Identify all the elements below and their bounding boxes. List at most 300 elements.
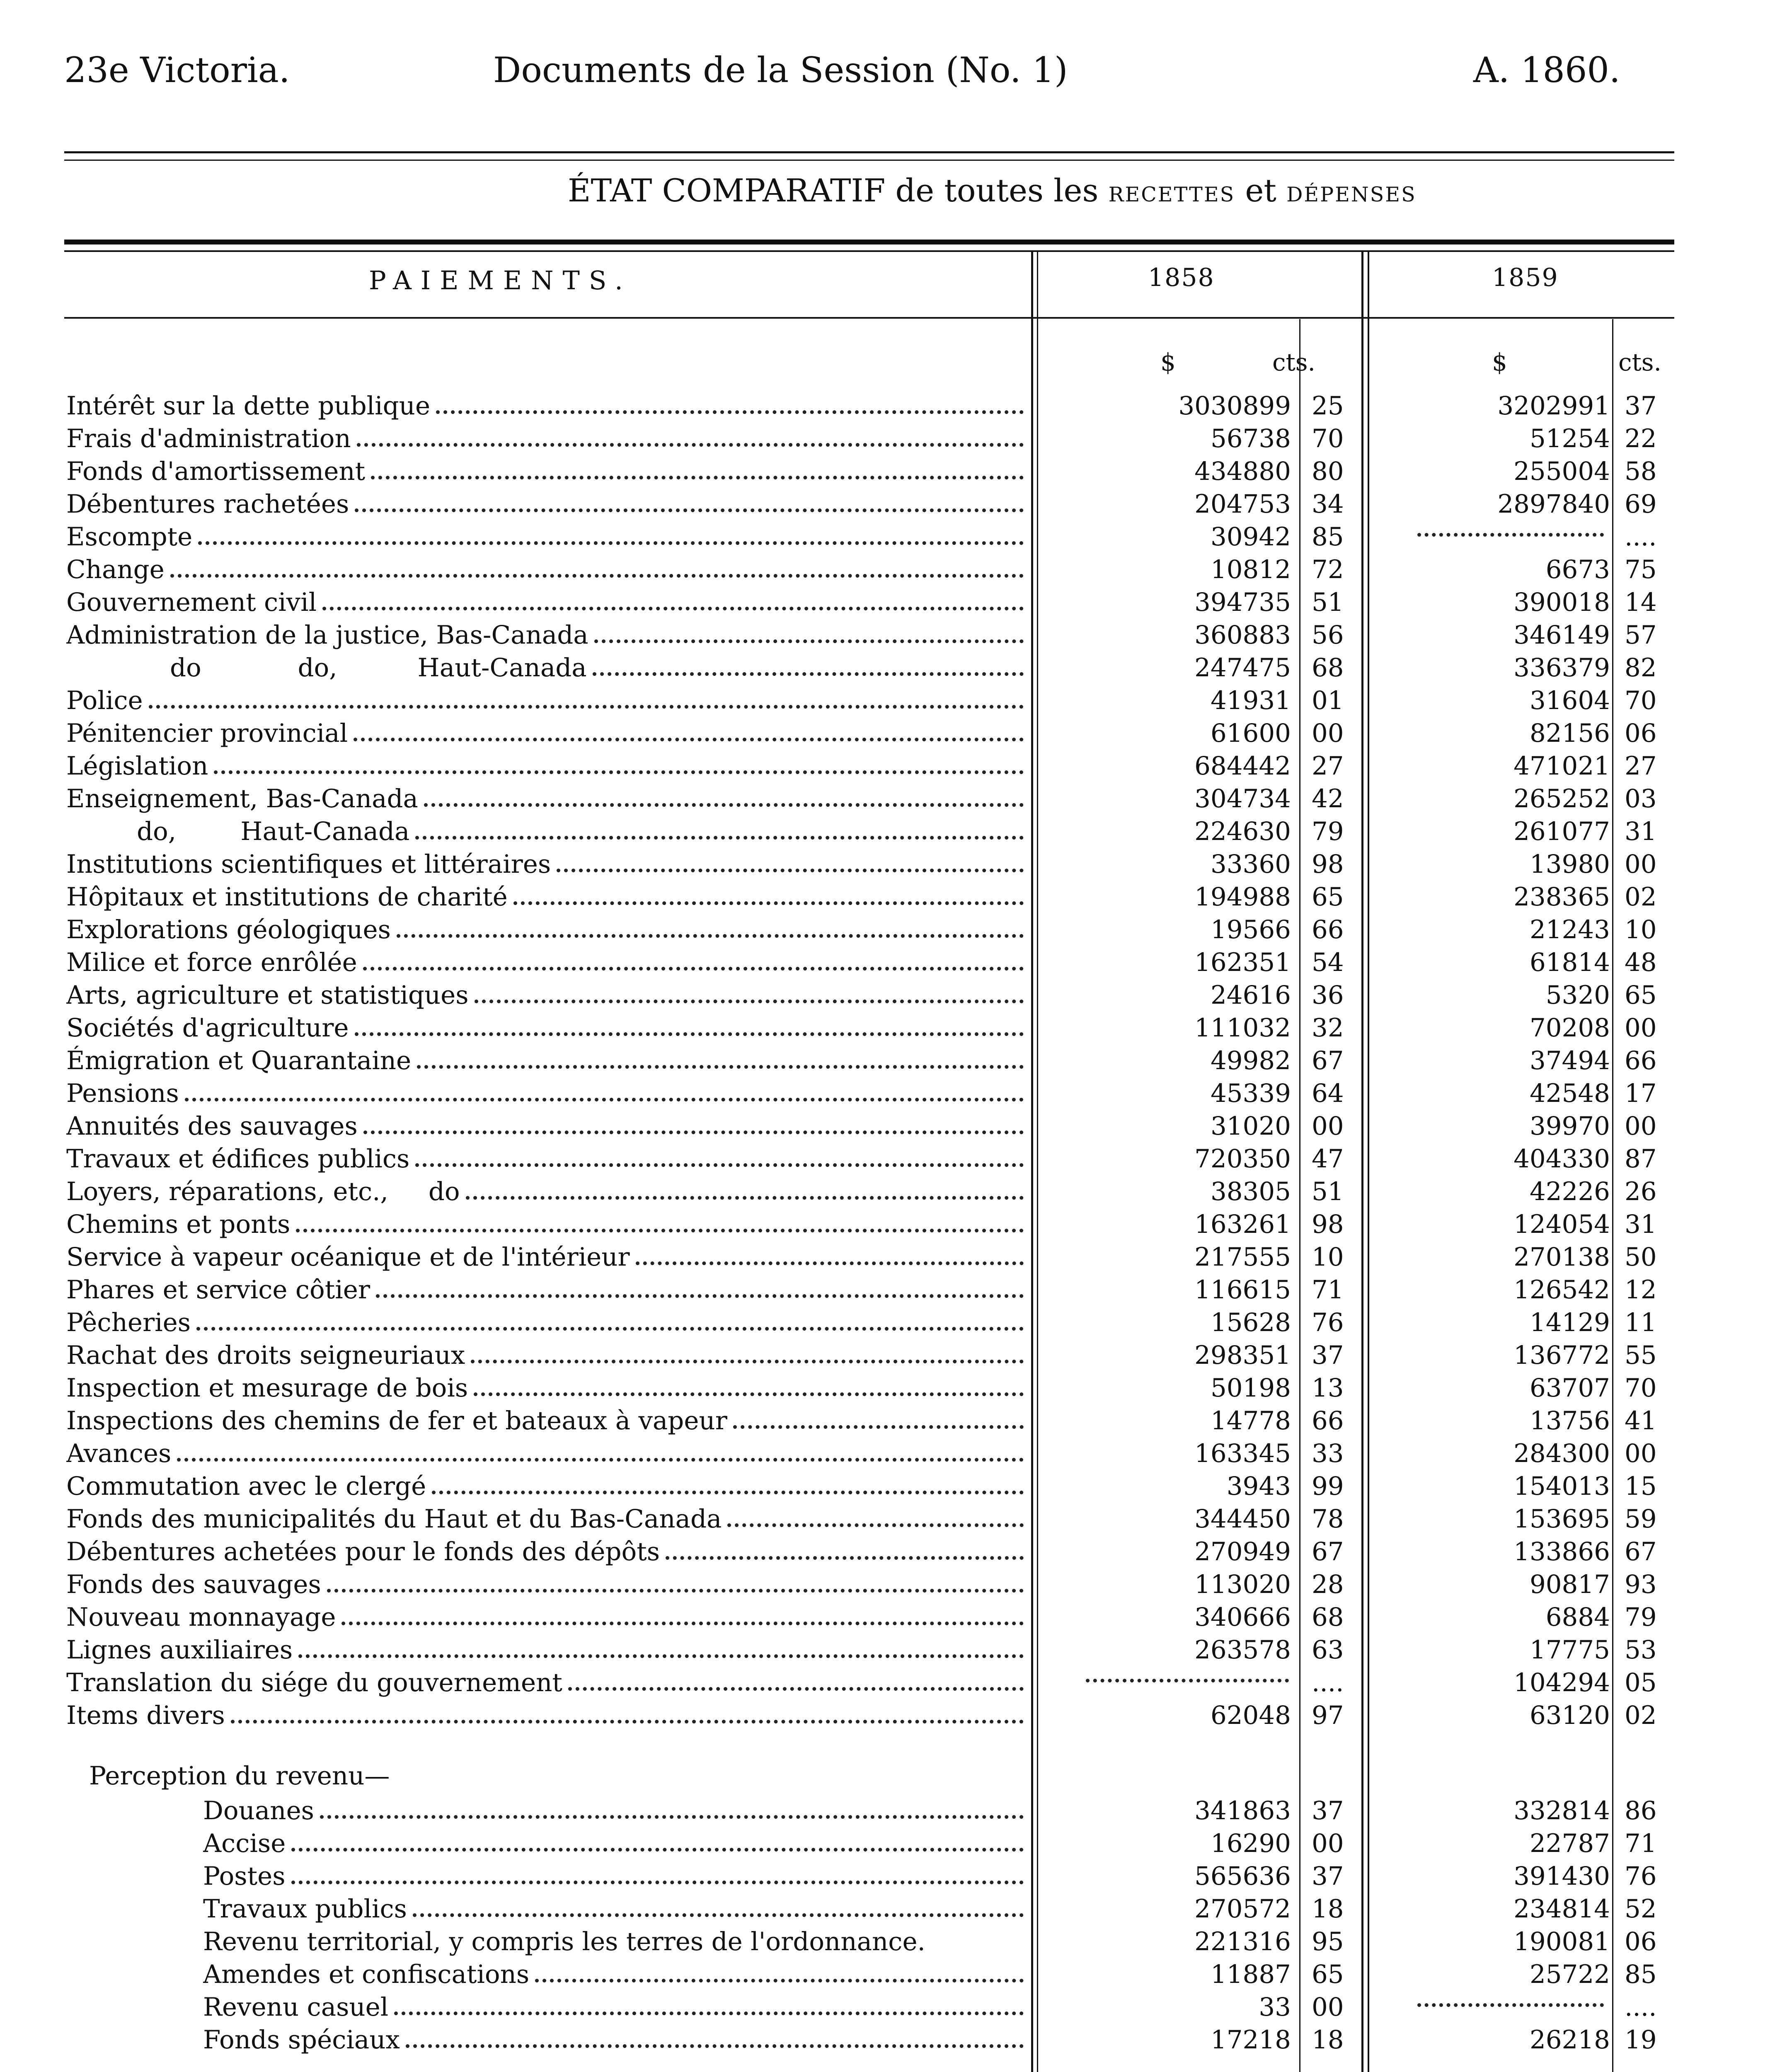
cents-1858: 47	[1312, 1144, 1344, 1174]
amount-1859: 63707	[1529, 1373, 1610, 1403]
amount-1858: 270572	[1194, 1894, 1291, 1924]
amount-1858: 61600	[1210, 719, 1291, 748]
leader-dots	[424, 803, 1024, 807]
amount-1858: 304734	[1194, 784, 1291, 813]
amount-1858: 38305	[1210, 1177, 1291, 1206]
amount-1858: 163261	[1194, 1210, 1291, 1239]
cents-1859: 06	[1625, 1927, 1657, 1956]
row-label: Nouveau monnayage	[66, 1602, 336, 1632]
row-label: Postes	[203, 1861, 286, 1891]
amount-1859: 332814	[1513, 1796, 1610, 1825]
cents-1858: 99	[1312, 1472, 1344, 1501]
leader-dots	[231, 1720, 1024, 1723]
cents-1859: 52	[1625, 1894, 1657, 1924]
row-label: Pénitencier provincial	[66, 719, 348, 748]
table-row	[0, 750, 1775, 782]
cents-1859: 67	[1625, 1537, 1657, 1566]
amount-1858: 344450	[1194, 1504, 1291, 1534]
row-label: Frais d'administration	[66, 424, 351, 453]
cents-1859: 75	[1625, 555, 1657, 584]
cents-1858: 42	[1312, 784, 1344, 813]
amount-1858: 33360	[1210, 850, 1291, 879]
row-label: Douanes	[203, 1796, 314, 1825]
cents-1859: 70	[1625, 1373, 1657, 1403]
row-label: Hôpitaux et institutions de charité	[66, 882, 508, 912]
row-label: Items divers	[66, 1701, 225, 1730]
amount-1858: 163345	[1194, 1439, 1291, 1468]
row-label: do do, Haut-Canada	[170, 653, 587, 683]
cents-1859: 05	[1625, 1668, 1657, 1697]
amount-1859: 154013	[1513, 1472, 1610, 1501]
leader-dots	[354, 738, 1024, 741]
row-label: Sociétés d'agriculture	[66, 1013, 349, 1043]
amount-1859: 284300	[1513, 1439, 1610, 1468]
title-main: ÉTAT COMPARATIF de toutes les	[568, 172, 1099, 209]
row-label: Intérêt sur la dette publique	[66, 391, 431, 421]
amount-1858: 45339	[1210, 1079, 1291, 1108]
row-label: Pensions	[66, 1079, 179, 1108]
amount-1858: 340666	[1194, 1602, 1291, 1632]
row-label: Inspections des chemins de fer et bateaux à vapeur	[66, 1406, 727, 1435]
leader-dots	[298, 1654, 1024, 1658]
leader-dots	[593, 672, 1024, 676]
cents-1858: 71	[1312, 1275, 1344, 1305]
cents-1858: 80	[1312, 457, 1344, 486]
leader-dots	[557, 869, 1024, 872]
leader-dots	[291, 1881, 1024, 1884]
table-row	[0, 1958, 1775, 1991]
table-row	[0, 1860, 1775, 1893]
cents-1859: 48	[1625, 948, 1657, 977]
amount-1859: 153695	[1513, 1504, 1610, 1534]
amount-1858: 24616	[1210, 980, 1291, 1010]
cents-1859: 57	[1625, 620, 1657, 650]
cents-1859: 79	[1625, 1602, 1657, 1632]
table-row	[0, 1306, 1775, 1339]
cents-1858: 68	[1312, 653, 1344, 683]
cents-1858: 67	[1312, 1046, 1344, 1075]
leader-dots	[355, 1032, 1024, 1036]
cents-1859: 02	[1625, 1701, 1657, 1730]
amount-1858: 16290	[1210, 1829, 1291, 1858]
cents-1859: 93	[1625, 1570, 1657, 1599]
cents-1858: 00	[1312, 719, 1344, 748]
cents-1858: 98	[1312, 1210, 1344, 1239]
row-label: Débentures rachetées	[66, 489, 349, 519]
leader-dots	[320, 1815, 1024, 1819]
table-row	[0, 1827, 1775, 1860]
amount-1859: 270138	[1513, 1242, 1610, 1272]
cents-1858: 98	[1312, 850, 1344, 879]
amount-1858: 684442	[1194, 751, 1291, 781]
unit-cents-1: cts.	[1272, 348, 1315, 376]
row-label: Travaux et édifices publics	[66, 1144, 410, 1174]
table-row	[0, 815, 1775, 848]
amount-1859: 190081	[1513, 1927, 1610, 1956]
cents-1858: 37	[1312, 1861, 1344, 1891]
table-row	[0, 1925, 1775, 1958]
amount-1859: 124054	[1513, 1210, 1610, 1239]
leader-dots	[415, 836, 1024, 840]
table-row	[0, 1794, 1775, 1827]
cents-1858: 25	[1312, 391, 1344, 421]
unit-dollar-1: $	[1160, 348, 1176, 376]
amount-1858: 224630	[1194, 817, 1291, 846]
empty-cell-dots	[1086, 1679, 1289, 1682]
amount-1859: 61814	[1529, 948, 1610, 977]
empty-cell-dots	[1417, 2003, 1604, 2007]
cents-1858: 36	[1312, 980, 1344, 1010]
cents-1858: 51	[1312, 588, 1344, 617]
cents-1859: 59	[1625, 1504, 1657, 1534]
amount-1858: 62048	[1210, 1701, 1291, 1730]
amount-1859: 234814	[1513, 1894, 1610, 1924]
cents-1859: 11	[1625, 1308, 1657, 1337]
table-row	[0, 1372, 1775, 1404]
amount-1858: 270949	[1194, 1537, 1291, 1566]
row-label: Revenu territorial, y compris les terres de l'ordonnance.	[203, 1927, 925, 1956]
amount-1858: 111032	[1194, 1013, 1291, 1043]
cents-1859: 76	[1625, 1861, 1657, 1891]
row-label: Arts, agriculture et statistiques	[66, 980, 469, 1010]
amount-1859: 136772	[1513, 1341, 1610, 1370]
cents-1858: 51	[1312, 1177, 1344, 1206]
cents-1859: 17	[1625, 1079, 1657, 1108]
amount-1858: 33	[1259, 1992, 1291, 2022]
cents-1858: 70	[1312, 424, 1344, 453]
table-row	[0, 1893, 1775, 1925]
table-row	[0, 1339, 1775, 1372]
amount-1859: 70208	[1529, 1013, 1610, 1043]
table-row	[0, 684, 1775, 717]
row-label: Fonds des sauvages	[66, 1570, 321, 1599]
unit-cents-2: cts.	[1618, 348, 1661, 376]
leader-dots	[196, 1327, 1024, 1331]
amount-1858: 17218	[1210, 2025, 1291, 2055]
table-row	[0, 1666, 1775, 1699]
amount-1859: 90817	[1529, 1570, 1610, 1599]
amount-1859: 37494	[1529, 1046, 1610, 1075]
row-label: Translation du siége du gouvernement	[66, 1668, 562, 1697]
table-row	[0, 1634, 1775, 1666]
cents-1859: 85	[1625, 1960, 1657, 1989]
amount-1858: 341863	[1194, 1796, 1291, 1825]
cents-1859: 65	[1625, 980, 1657, 1010]
amount-1859: 391430	[1513, 1861, 1610, 1891]
amount-1859: 390018	[1513, 588, 1610, 617]
table-row	[0, 782, 1775, 815]
amount-1858: 221316	[1194, 1927, 1291, 1956]
cents-1858: 68	[1312, 1602, 1344, 1632]
leader-dots	[357, 443, 1024, 447]
leader-dots	[322, 607, 1024, 610]
cents-1858: 18	[1312, 2025, 1344, 2055]
row-label: Avances	[66, 1439, 172, 1468]
header-rule-1	[64, 151, 1674, 153]
row-label: Milice et force enrôlée	[66, 948, 357, 977]
cents-1858: 64	[1312, 1079, 1344, 1108]
table-row	[0, 1044, 1775, 1077]
amount-1859: 6884	[1545, 1602, 1610, 1632]
row-label: Phares et service côtier	[66, 1275, 370, 1305]
table-title	[568, 172, 1417, 209]
table-row	[0, 881, 1775, 913]
table-row	[0, 913, 1775, 946]
amount-1859: 404330	[1513, 1144, 1610, 1174]
leader-dots	[355, 508, 1024, 512]
leader-dots	[406, 2044, 1024, 2048]
table-row	[0, 2024, 1775, 2056]
cents-1858: 66	[1312, 1406, 1344, 1435]
cents-1859: 50	[1625, 1242, 1657, 1272]
leader-dots	[417, 1065, 1024, 1069]
amount-1858: 162351	[1194, 948, 1291, 977]
amount-1859: 265252	[1513, 784, 1610, 813]
row-label: Accise	[203, 1829, 286, 1858]
leader-dots	[291, 1848, 1024, 1852]
title-rule-2	[64, 250, 1674, 252]
table-row	[0, 619, 1775, 651]
amount-1858: 116615	[1194, 1275, 1291, 1305]
leader-dots	[341, 1622, 1024, 1625]
leader-dots	[594, 639, 1024, 643]
cents-1859: 31	[1625, 817, 1657, 846]
leader-dots	[177, 1458, 1024, 1462]
table-row	[0, 1143, 1775, 1175]
row-label: Émigration et Quarantaine	[66, 1046, 412, 1075]
table-row	[0, 1470, 1775, 1503]
cents-1858: 79	[1312, 817, 1344, 846]
cents-1859: 03	[1625, 784, 1657, 813]
row-label: Débentures achetées pour le fonds des dépôts	[66, 1537, 660, 1566]
row-label: Commutation avec le clergé	[66, 1472, 426, 1501]
amount-1858: 15628	[1210, 1308, 1291, 1337]
table-row	[0, 1404, 1775, 1437]
cents-1858: 01	[1312, 686, 1344, 715]
amount-1858: 113020	[1194, 1570, 1291, 1599]
leader-dots	[471, 1360, 1024, 1363]
cents-1858: 33	[1312, 1439, 1344, 1468]
table-row	[0, 1273, 1775, 1306]
amount-1859: 471021	[1513, 751, 1610, 781]
cents-1858: 18	[1312, 1894, 1344, 1924]
table-row	[0, 1699, 1775, 1732]
cents-1859: 06	[1625, 719, 1657, 748]
amount-1858: 30942	[1210, 522, 1291, 552]
amount-1859: 26218	[1529, 2025, 1610, 2055]
row-label: Revenu casuel	[203, 1992, 389, 2022]
amount-1858: 14778	[1210, 1406, 1291, 1435]
row-label: Lignes auxiliaires	[66, 1635, 293, 1665]
leader-dots	[363, 1130, 1024, 1134]
cents-1858: 76	[1312, 1308, 1344, 1337]
row-label: Pêcheries	[66, 1308, 191, 1337]
amount-1858: 31020	[1210, 1111, 1291, 1141]
amount-1858: 3030899	[1178, 391, 1291, 421]
leader-dots	[376, 1294, 1024, 1298]
amount-1858: 56738	[1210, 424, 1291, 453]
row-label: Législation	[66, 751, 208, 781]
leader-dots	[475, 1000, 1024, 1003]
leader-dots	[727, 1523, 1024, 1527]
unit-dollar-2: $	[1492, 348, 1507, 376]
cents-1858: 27	[1312, 751, 1344, 781]
leader-dots	[568, 1687, 1024, 1691]
leader-dots	[214, 770, 1024, 774]
amount-1859: 42548	[1529, 1079, 1610, 1108]
leader-dots	[397, 934, 1024, 938]
amount-1859: 31604	[1529, 686, 1610, 715]
cents-1859: 26	[1625, 1177, 1657, 1206]
cents-1859: 15	[1625, 1472, 1657, 1501]
empty-cell-dots	[1417, 533, 1604, 537]
cents-1858: 00	[1312, 1111, 1344, 1141]
amount-1858: 720350	[1194, 1144, 1291, 1174]
leader-dots	[198, 541, 1024, 545]
amount-1859: 13980	[1529, 850, 1610, 879]
cents-1859: 66	[1625, 1046, 1657, 1075]
row-label: Amendes et confiscations	[203, 1960, 530, 1989]
row-label: Institutions scientifiques et littéraires	[66, 850, 551, 879]
table-row	[0, 553, 1775, 586]
cents-1859: 86	[1625, 1796, 1657, 1825]
table-row	[0, 946, 1775, 979]
header-rule-2	[64, 160, 1674, 161]
year1-header: 1858	[1148, 263, 1215, 292]
row-label: Fonds d'amortissement	[66, 457, 366, 486]
row-label: Loyers, réparations, etc., do	[66, 1177, 460, 1206]
table-row	[0, 979, 1775, 1012]
leader-dots	[474, 1392, 1024, 1396]
row-label: Fonds des municipalités du Haut et du Bas-Canada	[66, 1504, 722, 1534]
leader-dots	[666, 1556, 1024, 1560]
amount-1859: 238365	[1513, 882, 1610, 912]
table-row	[0, 1568, 1775, 1601]
cents-1859: 14	[1625, 588, 1657, 617]
title-recettes: recettes	[1108, 174, 1235, 208]
title-depenses: dépenses	[1286, 174, 1417, 208]
cents-1858: 28	[1312, 1570, 1344, 1599]
amount-1859: 13756	[1529, 1406, 1610, 1435]
cents-1859: 70	[1625, 686, 1657, 715]
table-row	[0, 1175, 1775, 1208]
row-label: Chemins et ponts	[66, 1210, 291, 1239]
row-label: Fonds spéciaux	[203, 2025, 400, 2055]
row-label: Inspection et mesurage de bois	[66, 1373, 468, 1403]
cents-1858: 97	[1312, 1701, 1344, 1730]
amount-1858: 565636	[1194, 1861, 1291, 1891]
amount-1858: 263578	[1194, 1635, 1291, 1665]
leader-dots	[432, 1491, 1024, 1494]
amount-1859: 3202991	[1497, 391, 1610, 421]
cents-1858: 65	[1312, 1960, 1344, 1989]
title-rule-1	[64, 240, 1674, 244]
leader-dots	[363, 967, 1024, 971]
cents-1859: 41	[1625, 1406, 1657, 1435]
row-label: Travaux publics	[203, 1894, 407, 1924]
amount-1858: 247475	[1194, 653, 1291, 683]
cents-1858: ....	[1312, 1668, 1344, 1697]
cents-1859: 58	[1625, 457, 1657, 486]
amount-1859: 17775	[1529, 1635, 1610, 1665]
cents-1858: 32	[1312, 1013, 1344, 1043]
cents-1859: 27	[1625, 751, 1657, 781]
table-row	[0, 1241, 1775, 1273]
amount-1859: 5320	[1545, 980, 1610, 1010]
table-row	[0, 1012, 1775, 1044]
cents-1858: 56	[1312, 620, 1344, 650]
amount-1858: 49982	[1210, 1046, 1291, 1075]
amount-1858: 360883	[1194, 620, 1291, 650]
cents-1858: 78	[1312, 1504, 1344, 1534]
cents-1858: 00	[1312, 1829, 1344, 1858]
cents-1858: 37	[1312, 1796, 1344, 1825]
header-left: 23e Victoria.	[64, 50, 290, 90]
cents-1859: 31	[1625, 1210, 1657, 1239]
cents-1858: 10	[1312, 1242, 1344, 1272]
amount-1859: 51254	[1529, 424, 1610, 453]
row-label: do, Haut-Canada	[137, 817, 410, 846]
amount-1858: 434880	[1194, 457, 1291, 486]
cents-1859: 00	[1625, 1111, 1657, 1141]
cents-1858: 54	[1312, 948, 1344, 977]
table-row	[0, 390, 1775, 422]
cents-1859: 55	[1625, 1341, 1657, 1370]
amount-1859: 104294	[1513, 1668, 1610, 1697]
cents-1858: 66	[1312, 915, 1344, 944]
cents-1859: 12	[1625, 1275, 1657, 1305]
leader-dots	[371, 476, 1024, 479]
cents-1859: 37	[1625, 391, 1657, 421]
row-label: Administration de la justice, Bas-Canada	[66, 620, 588, 650]
cents-1858: 85	[1312, 522, 1344, 552]
cents-1859: 00	[1625, 1439, 1657, 1468]
leader-dots	[413, 1913, 1024, 1917]
leader-dots	[296, 1229, 1024, 1232]
table-row	[0, 1208, 1775, 1241]
cents-1859: 87	[1625, 1144, 1657, 1174]
table-row	[0, 1503, 1775, 1535]
leader-dots	[436, 410, 1024, 414]
row-label: Escompte	[66, 522, 193, 552]
cents-1858: 67	[1312, 1537, 1344, 1566]
table-row	[0, 1535, 1775, 1568]
cents-1859: 22	[1625, 424, 1657, 453]
row-label: Enseignement, Bas-Canada	[66, 784, 418, 813]
amount-1858: 11887	[1210, 1960, 1291, 1989]
amount-1858: 394735	[1194, 588, 1291, 617]
table-row	[0, 1077, 1775, 1110]
table-row	[0, 651, 1775, 684]
header-right: A. 1860.	[1473, 50, 1620, 90]
table-row	[0, 422, 1775, 455]
cents-1858: 65	[1312, 882, 1344, 912]
amount-1859: 6673	[1545, 555, 1610, 584]
leader-dots	[733, 1425, 1024, 1429]
amount-1859: 2897840	[1497, 489, 1610, 519]
cents-1859: 53	[1625, 1635, 1657, 1665]
header-center: Documents de la Session (No. 1)	[493, 50, 1068, 90]
table-row	[0, 455, 1775, 488]
cents-1859: 10	[1625, 915, 1657, 944]
cents-1858: 72	[1312, 555, 1344, 584]
leader-dots	[513, 901, 1024, 905]
amount-1858: 10812	[1210, 555, 1291, 584]
amount-1859: 346149	[1513, 620, 1610, 650]
cents-1859: ....	[1625, 522, 1657, 552]
cents-1859: 00	[1625, 850, 1657, 879]
row-label: Service à vapeur océanique et de l'intérieur	[66, 1242, 630, 1272]
